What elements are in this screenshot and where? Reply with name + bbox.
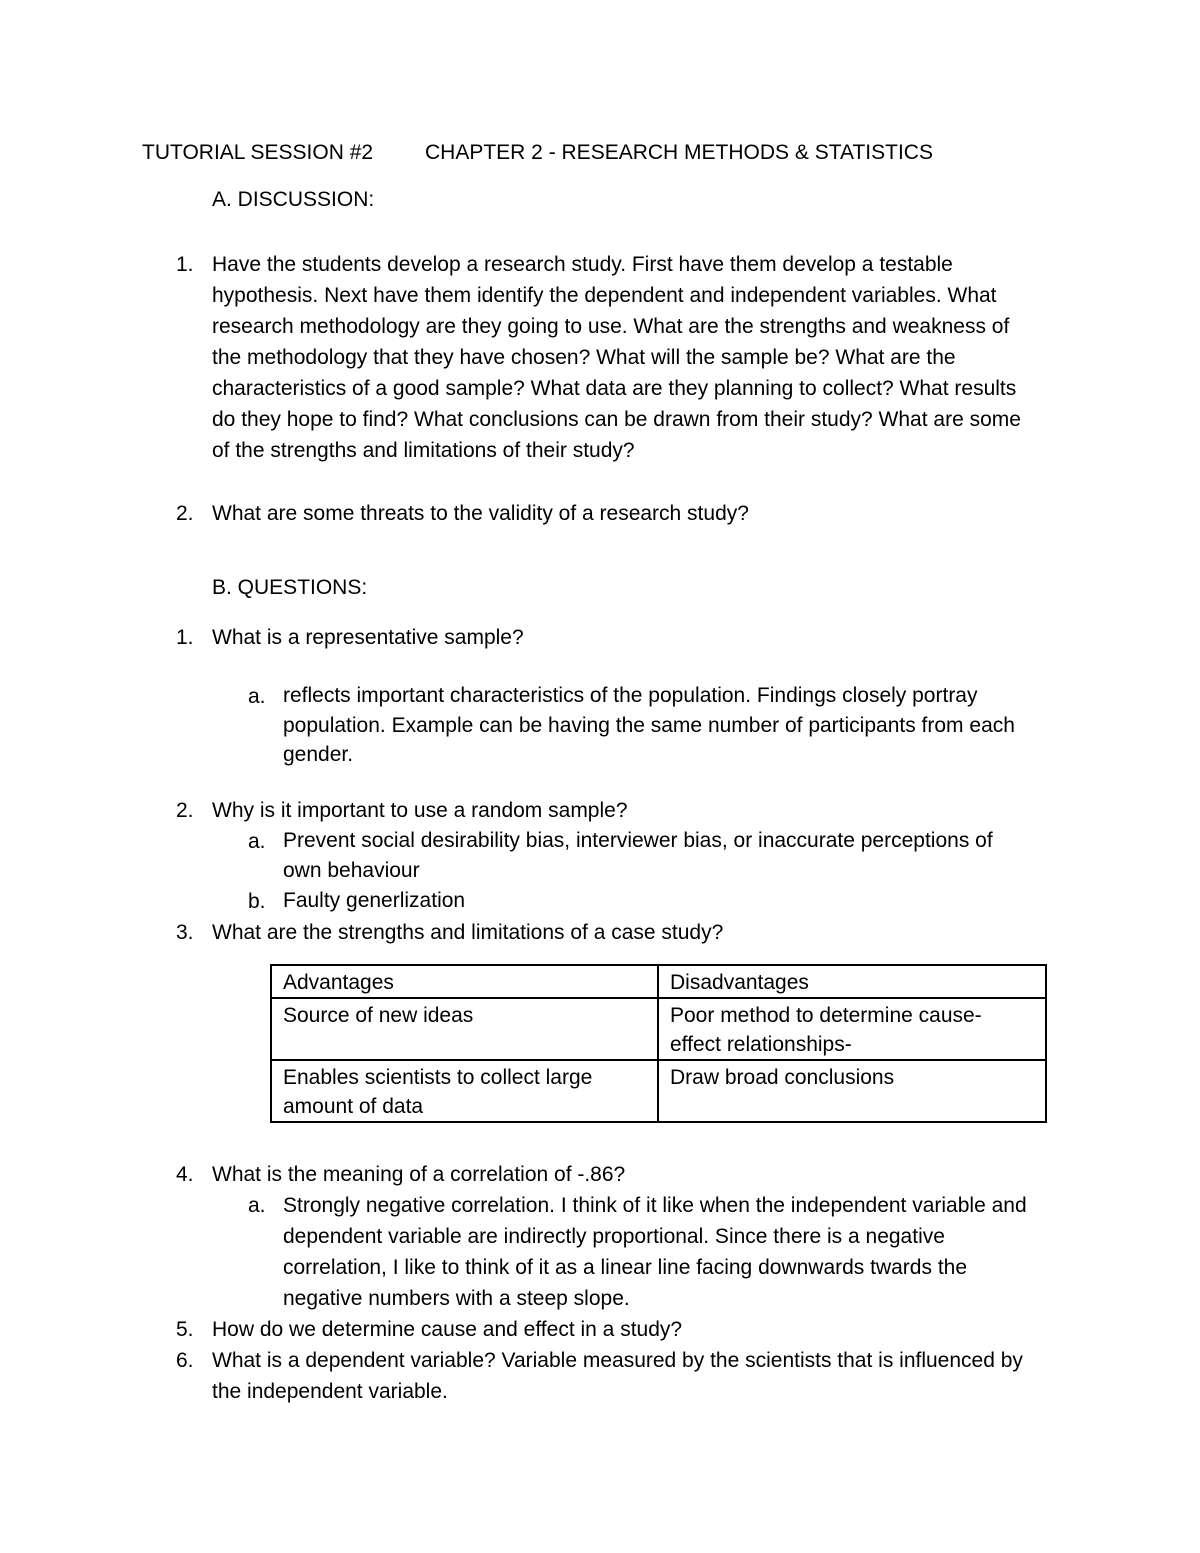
discussion-item-1 — [212, 249, 1072, 466]
question-number: 2. — [176, 799, 194, 822]
text-line: What are some threats to the validity of a research study? — [212, 502, 749, 525]
text-line: dependent variable are indirectly proportional. Since there is a negative — [283, 1225, 945, 1248]
text-line: of the strengths and limitations of their study? — [212, 439, 635, 462]
text-line: hypothesis. Next have them identify the dependent and independent variables. What — [212, 284, 997, 307]
session-title: TUTORIAL SESSION #2 — [142, 141, 374, 164]
cell-line: amount of data — [283, 1095, 424, 1118]
section-a-label: A. DISCUSSION: — [212, 188, 375, 211]
text-line: the independent variable. — [212, 1380, 448, 1403]
cell-line: Enables scientists to collect large — [283, 1066, 593, 1089]
answer-letter: a. — [248, 685, 266, 708]
text-line: own behaviour — [283, 858, 420, 882]
cell-line: effect relationships- — [670, 1033, 852, 1056]
section-b-label: B. QUESTIONS: — [212, 576, 368, 599]
text-line: characteristics of a good sample? What data are they planning to collect? What results — [212, 377, 1017, 400]
table-cell-advantage — [271, 998, 658, 1060]
text-line: the methodology that they have chosen? What will the sample be? What are the — [212, 346, 956, 369]
question-number: 6. — [176, 1349, 194, 1372]
answer-2b — [283, 886, 1073, 916]
table-cell-advantage — [271, 1060, 658, 1122]
answer-4a — [283, 1190, 1073, 1314]
question-number: 3. — [176, 921, 194, 944]
discussion-item-number: 2. — [176, 502, 194, 525]
table-header-advantages: Advantages — [271, 965, 658, 998]
answer-letter: b. — [248, 890, 266, 913]
text-line: Faulty generlization — [283, 889, 466, 912]
text-line: gender. — [283, 743, 354, 766]
table-row — [271, 998, 1046, 1060]
chapter-title: CHAPTER 2 - RESEARCH METHODS & STATISTICS — [425, 141, 933, 164]
question-number: 5. — [176, 1318, 194, 1341]
question-3: What are the strengths and limitations of a case study? — [212, 921, 724, 944]
table-cell-disadvantage — [658, 998, 1046, 1060]
question-number: 4. — [176, 1163, 194, 1186]
discussion-item-number: 1. — [176, 253, 194, 276]
answer-2a — [283, 826, 1073, 885]
text-line: population. Example can be having the same number of participants from each — [283, 713, 1015, 737]
text-line: Strongly negative correlation. I think of it like when the independent variable and — [283, 1194, 1027, 1217]
table-cell-disadvantage — [658, 1060, 1046, 1122]
question-6 — [212, 1345, 1072, 1407]
text-line: do they hope to find? What conclusions can be drawn from their study? What are some — [212, 408, 1021, 431]
case-study-table — [270, 964, 1047, 1123]
text-line: Have the students develop a research study. First have them develop a testable — [212, 253, 953, 276]
answer-1a — [283, 681, 1073, 770]
text-line: research methodology are they going to use. What are the strengths and weakness of — [212, 315, 1010, 338]
question-4: What is the meaning of a correlation of -.86? — [212, 1163, 626, 1186]
cell-line: Poor method to determine cause- — [670, 1004, 982, 1027]
cell-line: Draw broad conclusions — [670, 1066, 895, 1089]
text-line: correlation, I like to think of it as a linear line facing downwards twards the — [283, 1256, 968, 1279]
question-5: How do we determine cause and effect in a study? — [212, 1318, 683, 1341]
answer-letter: a. — [248, 1194, 266, 1217]
table-header-row — [271, 965, 1046, 998]
table-row — [271, 1060, 1046, 1122]
text-line: What is a dependent variable? Variable measured by the scientists that is influenced by — [212, 1349, 1023, 1372]
answer-letter: a. — [248, 830, 266, 853]
text-line: Prevent social desirability bias, interviewer bias, or inaccurate perceptions of — [283, 829, 993, 852]
question-1: What is a representative sample? — [212, 626, 524, 649]
cell-line: Source of new ideas — [283, 1004, 474, 1027]
discussion-item-2 — [212, 498, 1072, 529]
question-number: 1. — [176, 626, 194, 649]
text-line: reflects important characteristics of the population. Findings closely portray — [283, 684, 978, 707]
text-line: negative numbers with a steep slope. — [283, 1287, 630, 1310]
question-2: Why is it important to use a random sample? — [212, 799, 628, 822]
table-header-disadvantages: Disadvantages — [658, 965, 1046, 998]
